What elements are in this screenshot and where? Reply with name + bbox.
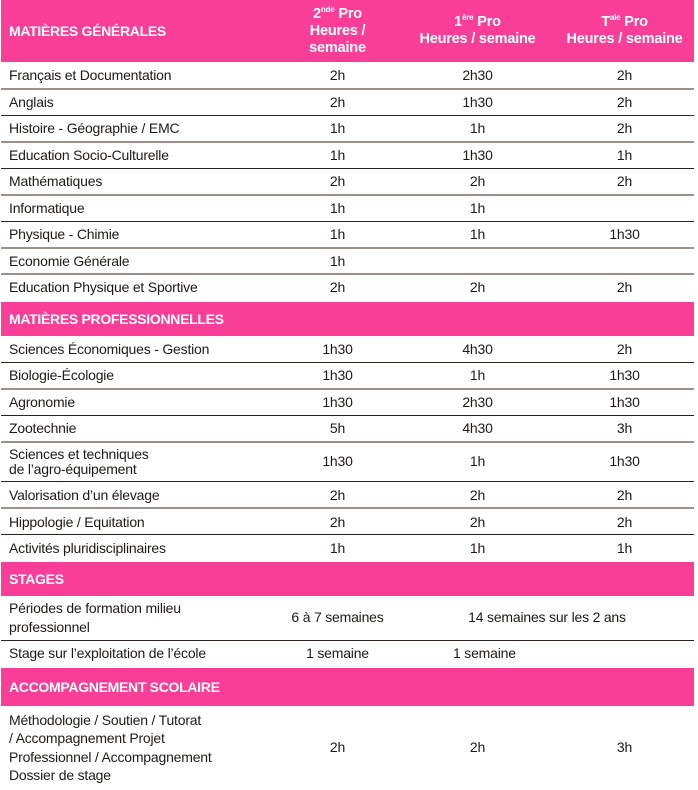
table-row xyxy=(1,508,694,535)
hours-terminale: 2h xyxy=(616,279,633,296)
subject-label: Economie Générale xyxy=(1,248,275,275)
subject-label: Activités pluridisciplinaires xyxy=(9,539,166,556)
table-row xyxy=(1,389,694,416)
section-header-accompagnement xyxy=(1,667,694,706)
hours-seconde: 1h30 xyxy=(275,389,400,416)
hours-seconde: 1h xyxy=(275,142,400,169)
section-title: STAGES xyxy=(1,561,694,596)
hours-premiere: 2h30 xyxy=(400,389,555,416)
section-title: ACCOMPAGNEMENT SCOLAIRE xyxy=(1,667,694,706)
table-row xyxy=(1,362,694,389)
table-row xyxy=(1,535,694,562)
subject-label: Mathématiques xyxy=(1,168,275,195)
table-row xyxy=(1,482,694,509)
hours-seconde: 1h30 xyxy=(275,362,400,389)
hours-terminale: 2h xyxy=(555,482,694,509)
table-header xyxy=(1,0,694,62)
table-row xyxy=(1,142,694,169)
table-row xyxy=(1,115,694,142)
subject-label: Sciences et techniques de l’agro-équipement xyxy=(1,442,275,482)
hours-premiere xyxy=(400,248,555,275)
column-header-terminale: $T^{ale}$ Pro Heures / semaine xyxy=(555,0,694,62)
table-row xyxy=(1,248,694,275)
hours-terminale: 2h xyxy=(555,62,694,89)
hours-terminale xyxy=(555,195,694,222)
duration-premiere-terminale: 14 semaines sur les 2 ans xyxy=(400,596,694,640)
hours-terminale: 1h30 xyxy=(555,389,694,416)
table-row xyxy=(1,336,694,363)
hours-terminale: 1h30 xyxy=(555,362,694,389)
subject-label: Education Physique et Sportive xyxy=(9,279,198,296)
subject-label: Informatique xyxy=(1,195,275,222)
section-header-stages xyxy=(1,561,694,596)
section-title: MATIÈRES PROFESSIONNELLES xyxy=(1,301,694,336)
table-row xyxy=(1,195,694,222)
hours-premiere: 2h xyxy=(469,739,486,756)
hours-terminale: 2h xyxy=(555,508,694,535)
subject-label: Français et Documentation xyxy=(1,62,275,89)
duration-seconde: 6 à 7 semaines xyxy=(275,596,400,640)
hours-seconde: 1h xyxy=(275,195,400,222)
duration-terminale xyxy=(555,640,694,667)
hours-seconde: 2h xyxy=(275,168,400,195)
subject-label: Physique - Chimie xyxy=(1,221,275,248)
hours-terminale: 1h30 xyxy=(555,221,694,248)
subject-label: Education Socio-Culturelle xyxy=(1,142,275,169)
subject-label: Stage sur l’exploitation de l’école xyxy=(9,645,206,661)
section-header-professionnelles xyxy=(1,301,694,336)
table-row xyxy=(1,640,694,667)
table-row xyxy=(1,89,694,116)
table-row xyxy=(1,596,694,640)
subject-label: Sciences Économiques - Gestion xyxy=(1,336,275,363)
hours-seconde: 1h xyxy=(275,221,400,248)
hours-terminale: 1h xyxy=(616,539,633,556)
hours-premiere: 4h30 xyxy=(400,415,555,442)
table-row xyxy=(1,168,694,195)
hours-premiere: 1h xyxy=(400,221,555,248)
hours-terminale: 3h xyxy=(616,739,633,756)
hours-premiere: 4h30 xyxy=(400,336,555,363)
hours-seconde: 2h xyxy=(275,89,400,116)
hours-terminale: 2h xyxy=(555,336,694,363)
subject-label: Méthodologie / Soutien / Tutorat / Accompagnement Projet Professionnel / Accompagnement Dossier de stage xyxy=(9,711,212,783)
hours-premiere: 1h30 xyxy=(400,89,555,116)
hours-terminale: 2h xyxy=(555,89,694,116)
hours-premiere: 1h30 xyxy=(400,142,555,169)
hours-seconde: 2h xyxy=(329,279,346,296)
hours-premiere: 2h30 xyxy=(400,62,555,89)
schedule-table xyxy=(1,0,694,790)
hours-seconde: 2h xyxy=(275,62,400,89)
hours-premiere: 1h xyxy=(400,442,555,482)
subject-label: Zootechnie xyxy=(1,415,275,442)
subject-label: Histoire - Géographie / EMC xyxy=(1,115,275,142)
hours-terminale: 3h xyxy=(555,415,694,442)
table-row xyxy=(1,706,694,790)
hours-seconde: 2h xyxy=(275,508,400,535)
column-header-premiere: 1ère Pro Heures / semaine xyxy=(400,0,555,62)
hours-seconde: 2h xyxy=(275,482,400,509)
hours-seconde: 1h xyxy=(275,248,400,275)
hours-terminale: 1h30 xyxy=(555,442,694,482)
section-title-generales: MATIÈRES GÉNÉRALES xyxy=(1,0,275,62)
hours-premiere: 2h xyxy=(400,168,555,195)
duration-premiere: 1 semaine xyxy=(453,645,516,661)
hours-terminale xyxy=(555,248,694,275)
table-row xyxy=(1,274,694,301)
hours-premiere: 1h xyxy=(400,195,555,222)
hours-premiere: 1h xyxy=(400,362,555,389)
hours-seconde: 5h xyxy=(275,415,400,442)
hours-terminale: 2h xyxy=(555,115,694,142)
subject-label: Périodes de formation milieu professionnel xyxy=(1,596,275,640)
hours-premiere: 1h xyxy=(400,115,555,142)
hours-terminale: 1h xyxy=(555,142,694,169)
subject-label: Valorisation d’un élevage xyxy=(1,482,275,509)
subject-label: Agronomie xyxy=(1,389,275,416)
duration-seconde: 1 semaine xyxy=(306,645,369,661)
hours-seconde: 1h30 xyxy=(275,442,400,482)
column-header-seconde: 2nde Pro Heures / semaine xyxy=(275,0,400,62)
hours-premiere: 2h xyxy=(400,508,555,535)
hours-terminale: 2h xyxy=(555,168,694,195)
hours-seconde: 1h xyxy=(275,115,400,142)
table-row xyxy=(1,62,694,89)
hours-seconde: 2h xyxy=(329,739,346,756)
hours-premiere: 2h xyxy=(400,482,555,509)
subject-label: Hippologie / Equitation xyxy=(1,508,275,535)
hours-premiere: 2h xyxy=(469,279,486,296)
subject-label: Anglais xyxy=(1,89,275,116)
hours-seconde: 1h xyxy=(329,539,346,556)
subject-label: Biologie-Écologie xyxy=(1,362,275,389)
hours-premiere: 1h xyxy=(469,539,486,556)
table-row xyxy=(1,221,694,248)
hours-seconde: 1h30 xyxy=(275,336,400,363)
table-row xyxy=(1,442,694,482)
table-row xyxy=(1,415,694,442)
